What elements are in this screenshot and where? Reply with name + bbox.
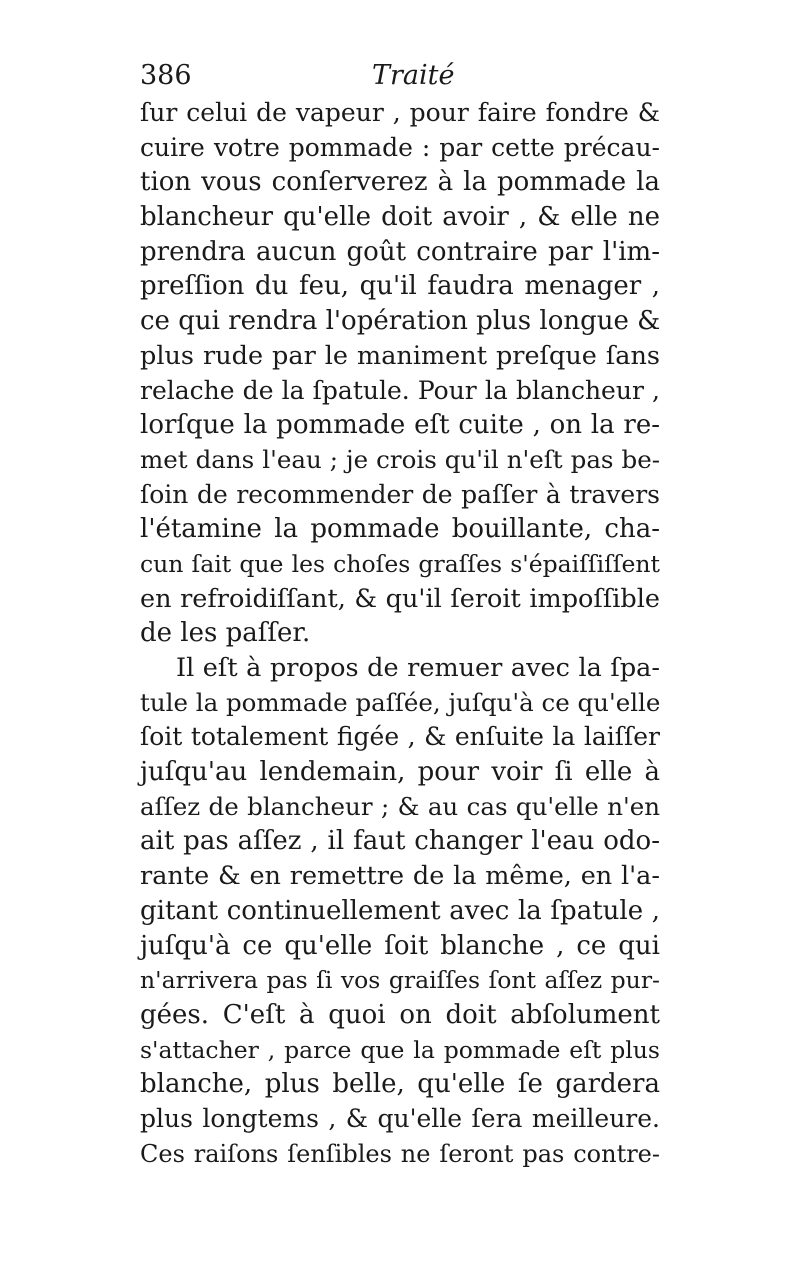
text-line: cuire votre pommade : par cette précau- (140, 132, 660, 162)
text-line: preſſion du feu, qu'il faudra menager , (140, 271, 660, 302)
text-line: prendra aucun goût contraire par l'im- (140, 236, 660, 267)
text-line: tule la pommade paſſée, juſqu'à ce qu'elle (140, 687, 661, 717)
text-line: relache de la ſpatule. Pour la blancheur , (140, 375, 660, 405)
text-line: en refroidiſſant, & qu'il ſeroit impoſſible (140, 583, 660, 614)
text-line: Ces raiſons ſenſibles ne ſeront pas contre- (140, 1139, 660, 1168)
body-text (140, 96, 660, 1171)
text-line: gées. C'eſt à quoi on doit abſolument (140, 999, 660, 1030)
text-line: s'attacher , parce que la pommade eſt plus (140, 1035, 660, 1064)
text-line: de les paſſer. (140, 618, 311, 649)
text-line: l'étamine la pommade bouillante, cha- (140, 514, 660, 545)
text-line: n'arrivera pas ſi vos graiſſes ſont aſſez pur- (140, 966, 660, 995)
text-line: met dans l'eau ; je crois qu'il n'eſt pas be- (140, 444, 660, 474)
text-line: rante & en remettre de la même, en l'a- (140, 861, 660, 892)
text-line: ſoin de recommender de paſſer à travers (140, 479, 660, 509)
text-line: gitant continuellement avec la ſpatule , (140, 895, 660, 926)
text-line: ce qui rendra l'opération plus longue & (140, 306, 661, 337)
running-title: Traité (372, 60, 455, 91)
running-head (140, 56, 660, 96)
text-line: juſqu'à ce qu'elle ſoit blanche , ce qui (140, 930, 660, 961)
text-line: Il eſt à propos de remuer avec la ſpa- (176, 653, 660, 683)
text-line: ſoit totalement figée , & enſuite la laiſſer (140, 722, 660, 752)
text-line: blancheur qu'elle doit avoir , & elle ne (140, 202, 660, 233)
text-line: plus longtems , & qu'elle ſera meilleure. (140, 1103, 660, 1133)
text-line: cun ſait que les choſes graſſes s'épaiſſiſſent (140, 549, 660, 578)
paragraph-1 (140, 96, 660, 651)
paragraph-2 (140, 651, 660, 1171)
text-line: tion vous conſerverez à la pommade la (140, 167, 660, 198)
text-line: blanche, plus belle, qu'elle ſe gardera (140, 1069, 660, 1100)
text-line: aſſez de blancheur ; & au cas qu'elle n'en (140, 791, 660, 821)
text-line: ait pas aſſez , il faut changer l'eau odo- (140, 826, 660, 857)
text-line: ſur celui de vapeur , pour faire fondre & (140, 98, 660, 127)
text-line: lorſque la pommade eſt cuite , on la re- (140, 410, 660, 441)
text-line: plus rude par le maniment preſque ſans (140, 340, 660, 371)
text-line: juſqu'au lendemain, pour voir ſi elle à (140, 757, 660, 788)
page-number: 386 (140, 60, 192, 91)
